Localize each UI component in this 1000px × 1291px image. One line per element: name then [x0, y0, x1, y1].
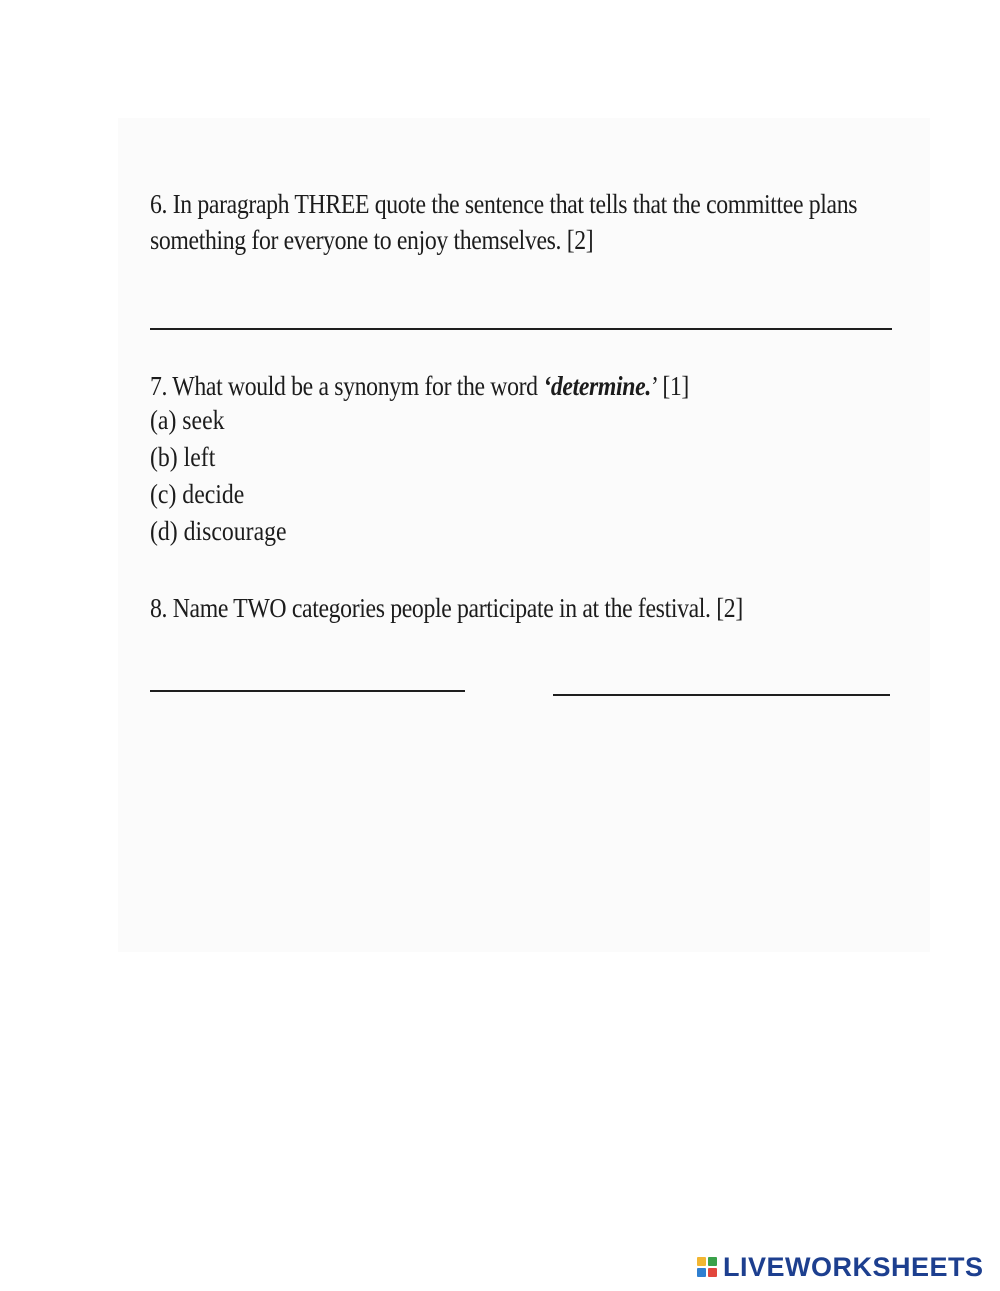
question-7-text	[150, 368, 689, 404]
liveworksheets-brand	[697, 1252, 984, 1282]
answer-line-q8-second[interactable]	[553, 694, 890, 696]
option-d[interactable]: (d) discourage	[150, 516, 287, 546]
answer-line-q6[interactable]	[150, 328, 892, 330]
question-8-text: 8. Name TWO categories people participate in at the festival. [2]	[150, 593, 743, 623]
question-7-prefix: 7. What would be a synonym for the word	[150, 371, 544, 401]
question-6-line-1: 6. In paragraph THREE quote the sentence that tells that the committee plans	[150, 189, 858, 219]
question-6-line-2: something for everyone to enjoy themselves. [2]	[150, 225, 594, 255]
question-7-keyword: ‘determine.	[543, 371, 651, 401]
brand-name: LIVEWORKSHEETS	[723, 1251, 984, 1282]
question-7-suffix: ’ [1]	[650, 371, 689, 401]
liveworksheets-logo-icon	[697, 1257, 717, 1277]
answer-line-q8-first[interactable]	[150, 690, 465, 692]
option-a[interactable]: (a) seek	[150, 405, 225, 435]
option-b[interactable]: (b) left	[150, 442, 216, 472]
option-c[interactable]: (c) decide	[150, 479, 245, 509]
